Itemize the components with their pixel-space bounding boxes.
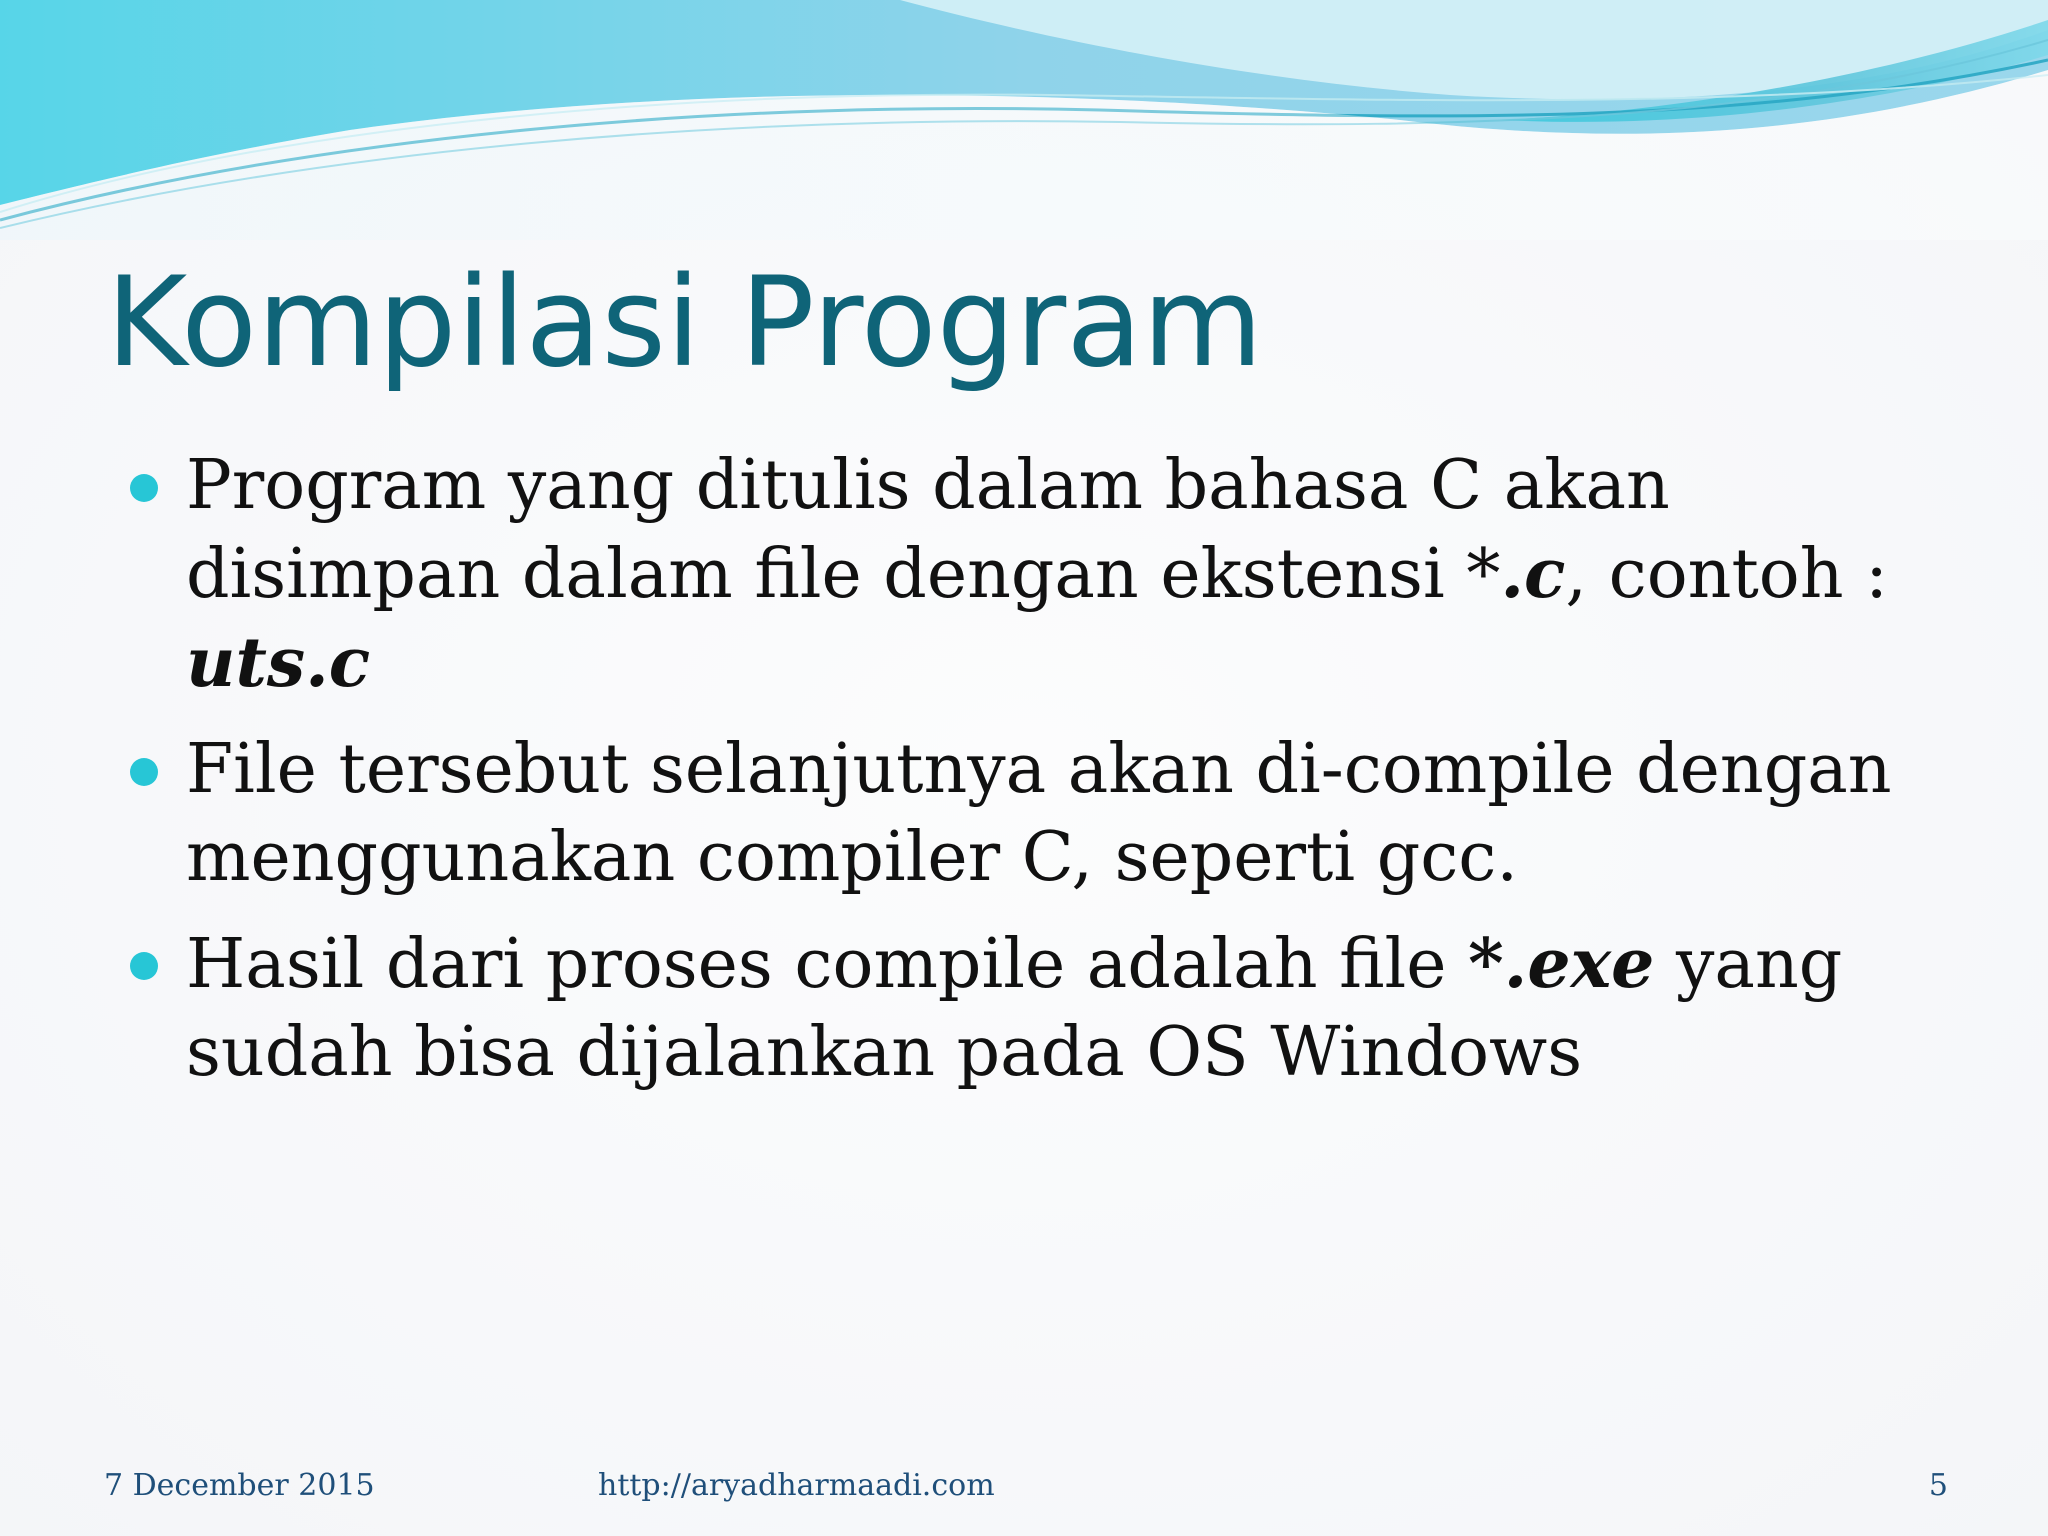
bullet-dot-icon [130,952,158,980]
bullet-dot-icon [130,474,158,502]
bullet-list [130,442,1930,1115]
bullet-text: , contoh : [1565,535,1889,614]
bullet-text: Program yang ditulis dalam bahasa C akan disimpan dalam file dengan ekstensi [186,446,1670,614]
bullet-item [130,726,1930,902]
bullet-dot-icon [130,758,158,786]
bullet-text: Hasil dari proses compile adalah file [186,925,1469,1004]
header-wave-decoration [0,0,2048,240]
bullet-item [130,920,1930,1097]
bullet-text: yang sudah bisa dijalankan pada OS Windows [186,925,1843,1092]
slide-title: Kompilasi Program [106,251,1264,395]
file-extension: .c [1500,534,1566,614]
file-extension: *.exe [1468,924,1655,1004]
footer-url: http://aryadharmaadi.com [598,1468,995,1503]
example-filename: uts.c [186,623,371,703]
bullet-text: File tersebut selanjutnya akan di-compile dengan menggunakan compiler C, seperti gcc. [186,730,1892,897]
footer-date: 7 December 2015 [104,1468,375,1503]
page-number: 5 [1928,1468,1948,1503]
wildcard-star: * [1466,535,1501,614]
bullet-item [130,442,1930,708]
